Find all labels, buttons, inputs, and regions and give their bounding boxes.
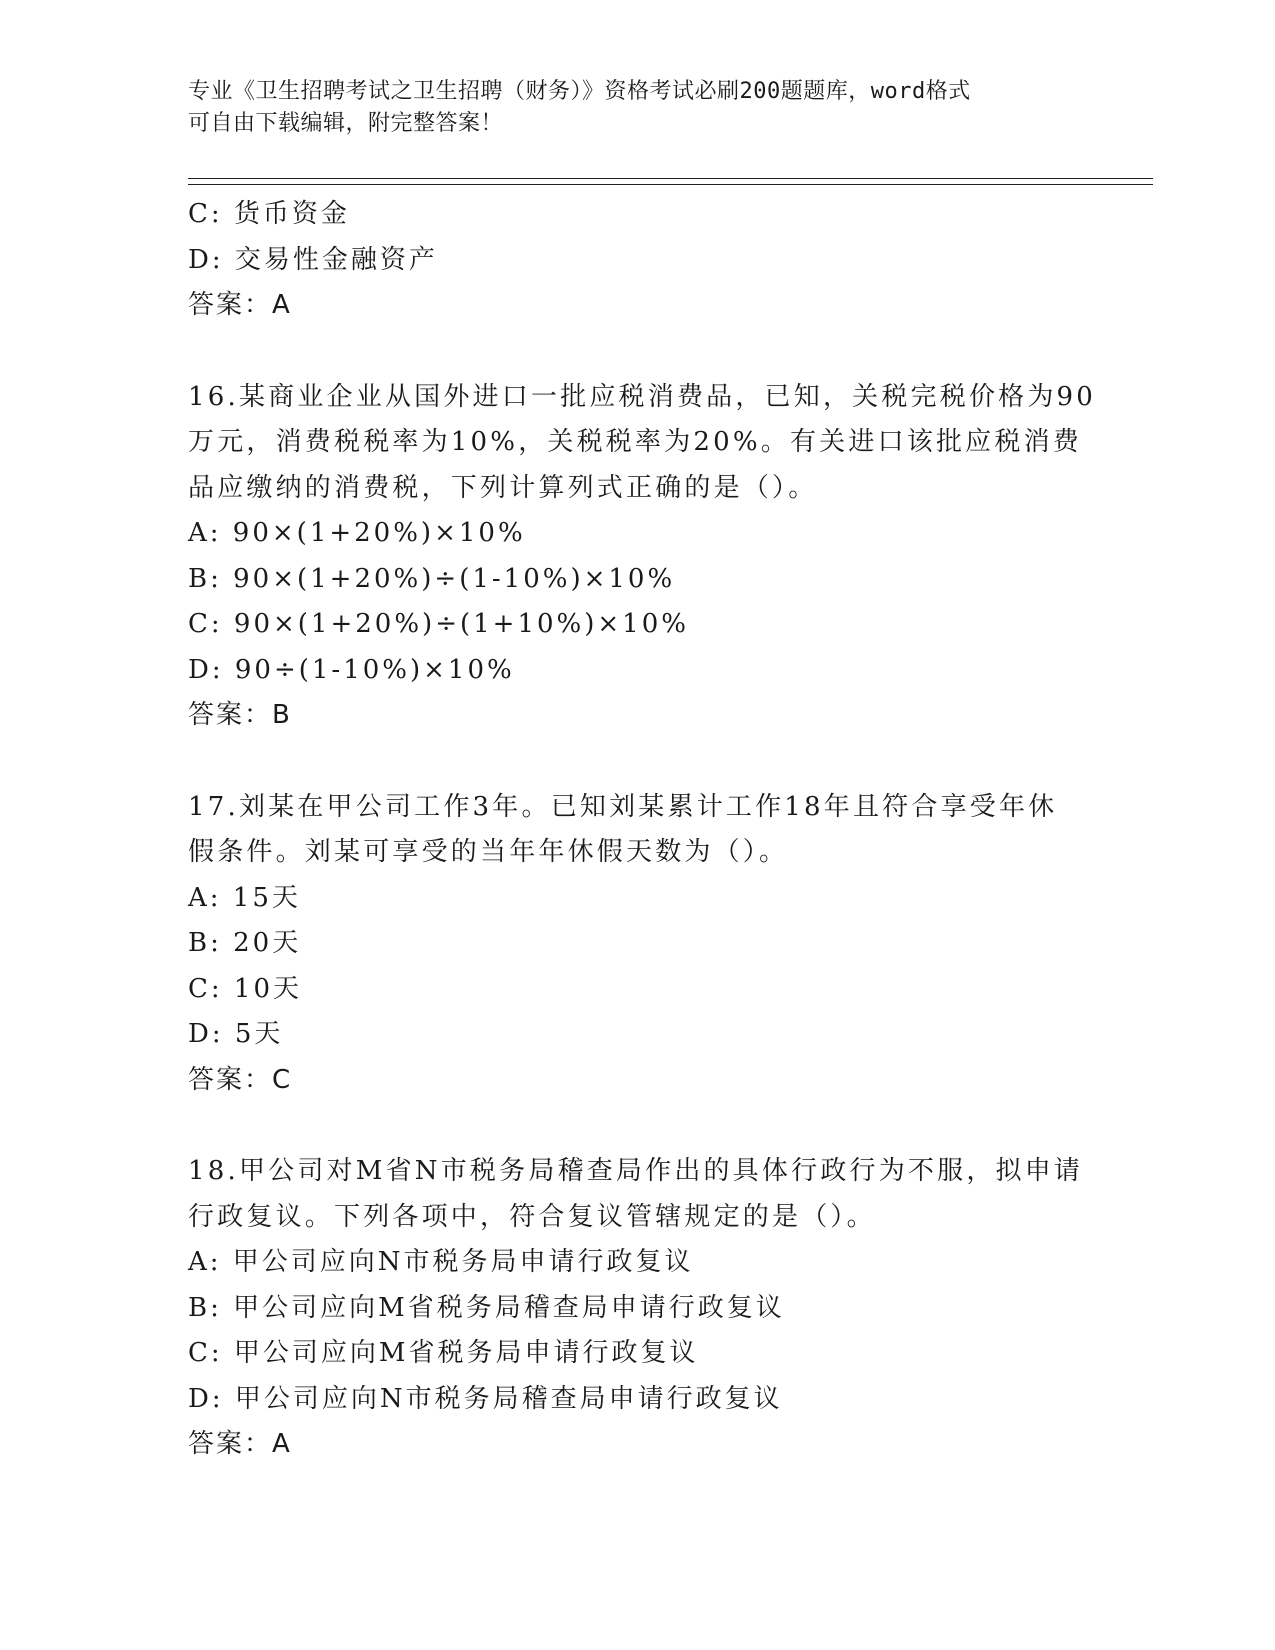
header-title-line-2: 可自由下载编辑，附完整答案！ (188, 111, 504, 136)
option-c: C: 90×(1+20%)÷(1+10%)×10% (188, 609, 689, 639)
option-b: B: 20天 (188, 928, 302, 958)
stem-line: 行政复议。下列各项中，符合复议管辖规定的是（）。 (188, 1201, 876, 1232)
option-a: A: 90×(1+20%)×10% (188, 518, 526, 548)
spacer (188, 739, 1118, 785)
question-16 (188, 375, 1118, 739)
option-c: C: 甲公司应向M省税务局申请行政复议 (188, 1338, 699, 1368)
stem-line: 18.甲公司对M省N市税务局稽查局作出的具体行政行为不服，拟申请 (188, 1156, 1084, 1186)
stem-line: 万元，消费税税率为10%，关税税率为20%。有关进口该批应税消费 (188, 427, 1082, 457)
question-stem (188, 785, 1118, 876)
option-d: D: 交易性金融资产 (188, 244, 438, 275)
page-header (188, 76, 1088, 140)
spacer (188, 329, 1118, 375)
question-17 (188, 785, 1118, 1104)
option-d: D: 90÷(1-10%)×10% (188, 654, 515, 685)
option-d: D: 甲公司应向N市税务局稽查局申请行政复议 (188, 1383, 783, 1414)
answer-line: 答案：B (188, 700, 292, 730)
stem-line: 17.刘某在甲公司工作3年。已知刘某累计工作18年且符合享受年休 (188, 791, 1058, 822)
stem-line: 品应缴纳的消费税，下列计算列式正确的是（）。 (188, 472, 818, 503)
option-a: A: 15天 (188, 882, 301, 913)
option-b: B: 90×(1+20%)÷(1-10%)×10% (188, 563, 676, 594)
question-18 (188, 1149, 1118, 1468)
answer-line: 答案：A (188, 290, 292, 320)
stem-line: 假条件。刘某可享受的当年年休假天数为（）。 (188, 837, 789, 867)
option-a: A: 甲公司应向N市税务局申请行政复议 (188, 1247, 694, 1277)
header-title-line-1: 专业《卫生招聘考试之卫生招聘（财务）》资格考试必刷200题题库，word格式 (188, 79, 971, 104)
option-c: C: 10天 (188, 973, 303, 1004)
answer-line: 答案：C (188, 1064, 293, 1095)
spacer (188, 1103, 1118, 1149)
option-d: D: 5天 (188, 1019, 284, 1049)
answer-line: 答案：A (188, 1429, 292, 1459)
stem-line: 16.某商业企业从国外进口一批应税消费品，已知，关税完税价格为90 (188, 381, 1097, 412)
question-stem (188, 1149, 1118, 1240)
question-stem (188, 375, 1118, 512)
previous-question-tail (188, 192, 1118, 329)
question-content (188, 192, 1118, 1468)
option-c: C: 货币资金 (188, 199, 350, 229)
header-divider-bottom (188, 184, 1153, 185)
header-divider-top (188, 178, 1153, 179)
option-b: B: 甲公司应向M省税务局稽查局申请行政复议 (188, 1292, 785, 1323)
